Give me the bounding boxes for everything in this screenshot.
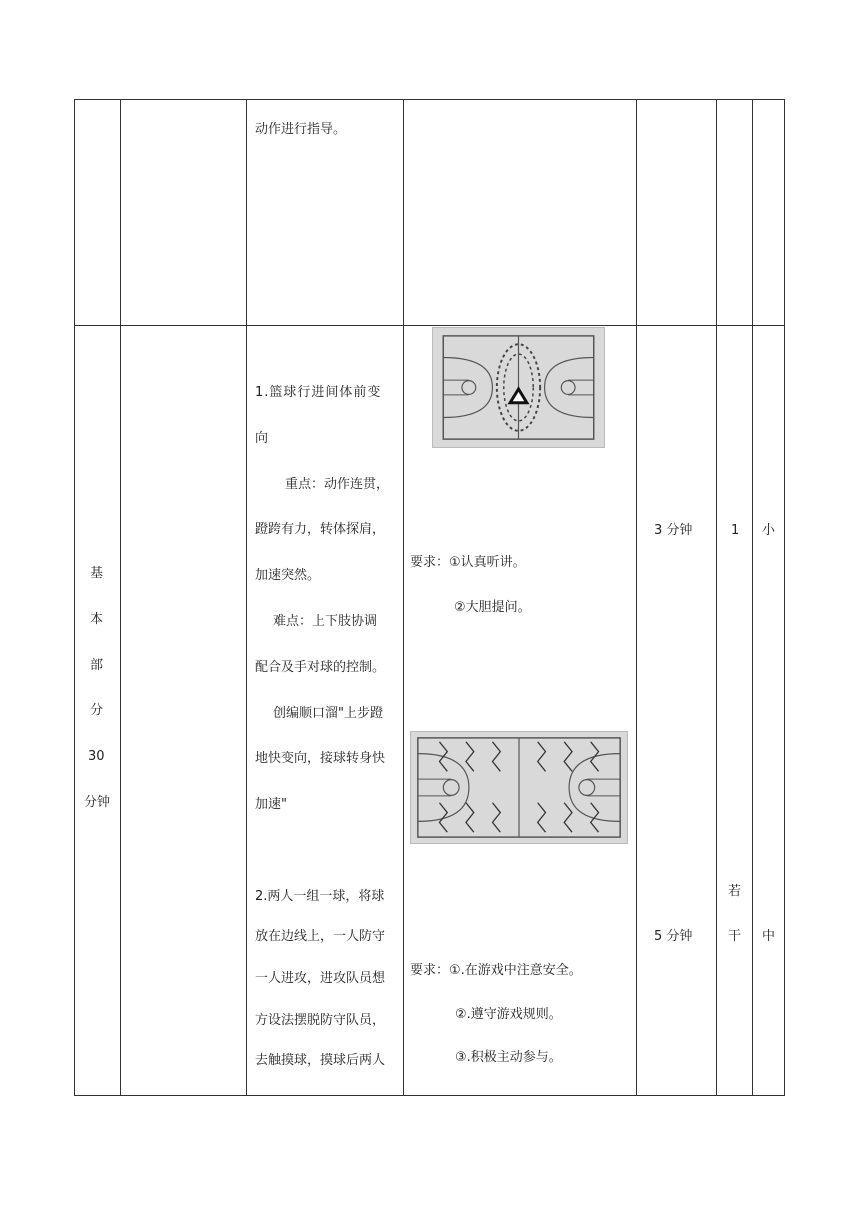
table-border-top — [74, 99, 785, 100]
row1-content-line: 动作进行指导。 — [255, 122, 347, 137]
item1-line-5: 加速突然。 — [255, 568, 321, 583]
court-diagram-zigzag-drill — [411, 732, 627, 843]
item1-line-8: 创编顺口溜"上步蹬 — [273, 706, 383, 721]
item2-req-3: ③.积极主动参与。 — [455, 1050, 562, 1065]
item1-line-3: 重点：动作连贯， — [285, 477, 390, 492]
item2-req-1: 要求：①.在游戏中注意安全。 — [410, 963, 582, 978]
col-divider-2 — [246, 99, 247, 1096]
item1-line-6: 难点：上下肢协调 — [273, 614, 378, 629]
section-char-2: 本 — [90, 612, 104, 627]
item1-line-1: 1.篮球行进间体前变 — [255, 385, 382, 400]
col-divider-6 — [752, 99, 753, 1096]
col-divider-1 — [120, 99, 121, 1096]
section-minutes-unit: 分钟 — [84, 795, 111, 810]
col-divider-4 — [636, 99, 637, 1096]
section-char-3: 部 — [90, 658, 104, 673]
item2-count-char-2: 干 — [728, 929, 742, 944]
item2-count-char-1: 若 — [728, 884, 742, 899]
item1-count: 1 — [731, 523, 740, 538]
item1-line-2: 向 — [255, 431, 269, 446]
col-divider-5 — [716, 99, 717, 1096]
item1-intensity: 小 — [762, 523, 776, 538]
section-char-1: 基 — [90, 566, 104, 581]
court-diagram-oval-formation — [433, 328, 604, 447]
item2-duration: 5 分钟 — [654, 929, 693, 944]
section-minutes-number: 30 — [88, 749, 105, 764]
item2-line-3: 一人进攻，进攻队员想 — [255, 971, 386, 986]
row-divider — [74, 325, 785, 326]
table-border-right — [784, 99, 785, 1096]
item1-req-1: 要求：①认真听讲。 — [410, 555, 526, 570]
court-diagram-2 — [410, 731, 628, 844]
court-diagram-1 — [432, 327, 605, 448]
item1-line-10: 加速" — [255, 797, 287, 812]
table-border-left — [74, 99, 75, 1096]
item1-line-9: 地快变向，接球转身快 — [255, 751, 386, 766]
col-divider-3 — [403, 99, 404, 1096]
item2-line-5: 去触摸球，摸球后两人 — [255, 1053, 386, 1068]
item2-line-4: 方设法摆脱防守队员， — [255, 1013, 386, 1028]
table-border-bottom — [74, 1095, 785, 1096]
item1-req-2: ②大胆提问。 — [454, 600, 531, 615]
item1-line-4: 蹬跨有力，转体探肩， — [255, 522, 386, 537]
item2-req-2: ②.遵守游戏规则。 — [455, 1007, 562, 1022]
item1-duration: 3 分钟 — [654, 523, 693, 538]
item2-intensity: 中 — [762, 929, 776, 944]
section-char-4: 分 — [90, 703, 104, 718]
lesson-plan-table — [74, 99, 785, 1096]
item1-line-7: 配合及手对球的控制。 — [255, 660, 386, 675]
item2-line-2: 放在边线上，一人防守 — [255, 929, 386, 944]
item2-line-1: 2.两人一组一球，将球 — [255, 889, 385, 904]
